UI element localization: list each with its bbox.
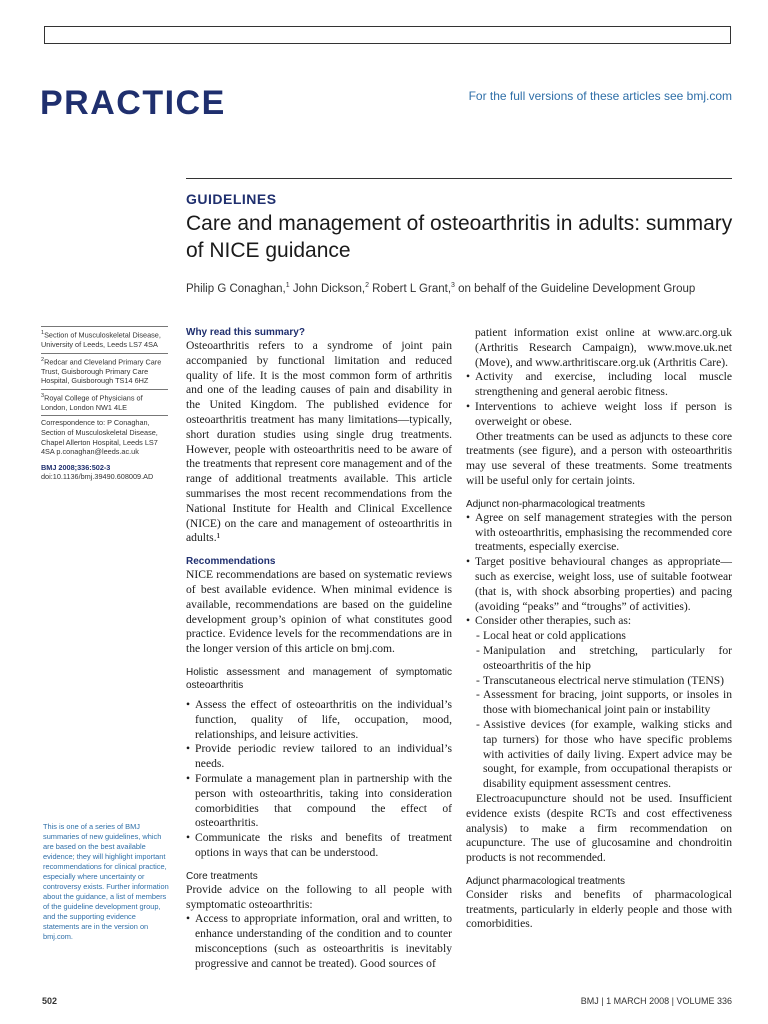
citation-doi[interactable]: doi:10.1136/bmj.39490.608009.AD — [41, 472, 154, 482]
header-banner-box — [44, 26, 731, 44]
why-read-text: Osteoarthritis refers to a syndrome of joint pain accompanied by functional limitation and reduced quality of life. It is the most common form of arthritis and one of the leading causes of pain and disability in the United Kingdom. The published evidence for osteoarthritis treatment has many limitations—typically, short duration studies using single drug treatments. However, people with osteoarthritis need to be aware of the treatments that represent core management and of the range of additional treatments available. This article summarises the most recent recommendations from the National Institute for Health and Clinical Excellence (NICE) on the care and management of osteoarthritis in adults.¹ — [186, 339, 452, 545]
correspondence: Correspondence to: P Conaghan, Section of Musculoskeletal Disease, Chapel Allerton Hospital, Leeds LS7 4SA p.conaghan@leeds.ac.uk — [41, 415, 168, 456]
holistic-list — [186, 698, 452, 861]
citation — [41, 463, 168, 482]
affiliation-mark: 2 — [41, 356, 45, 363]
body-column-left — [186, 326, 452, 971]
list-item: • Agree on self management strategies with the person with osteoarthritis, emphasising the recommended core treatments, especially exercise. — [466, 511, 732, 555]
affiliation — [41, 389, 168, 416]
body-column-right — [466, 326, 732, 932]
author-affiliation-mark: 1 — [285, 282, 290, 289]
article-type-label: GUIDELINES — [186, 191, 277, 207]
why-read-heading: Why read this summary? — [186, 327, 305, 338]
author-name: Robert L Grant, — [368, 282, 452, 295]
section-title: PRACTICE — [40, 84, 226, 122]
full-versions-link[interactable]: For the full versions of these articles see bmj.com — [468, 89, 732, 103]
citation-reference: BMJ 2008;336:502-3 — [41, 462, 111, 472]
adjunct-text: Other treatments can be used as adjuncts to these core treatments (see figure), and a person with osteoarthritis may use several of these treatments. Some treatments will be useful only for certain joints. — [466, 429, 732, 487]
list-item: - Manipulation and stretching, particularly for osteoarthritis of the hip — [475, 644, 732, 674]
list-item: • Consider other therapies, such as: — [466, 614, 732, 629]
pharm-heading: Adjunct pharmacological treatments — [466, 875, 625, 887]
nonpharm-heading: Adjunct non-pharmacological treatments — [466, 498, 645, 510]
author-group: on behalf of the Guideline Development Group — [454, 282, 696, 295]
list-item: • Activity and exercise, including local muscle strengthening and general aerobic fitness. — [466, 370, 732, 400]
therapies-list — [466, 629, 732, 792]
list-item: - Local heat or cold applications — [475, 629, 732, 644]
electroacupuncture-text: Electroacupuncture should not be used. Insufficient evidence exists (despite RCTs and cost effectiveness analysis) to make a firm recommendation on acupuncture. The use of glucosamine and chondroitin products is not recommended. — [466, 791, 732, 865]
core-treatments-list — [186, 912, 452, 971]
list-item: - Assistive devices (for example, walking sticks and tap turners) for those who have specific problems with activities of daily living. Expert advice may be sought, for example, from occupational therapists or disability equipment assessment centres. — [475, 718, 732, 792]
patient-info-text: patient information exist online at www.arc.org.uk (Arthritis Research Campaign), www.move.uk.net (Move), and www.arthritiscare.org.uk (Arthritis Care). — [475, 326, 732, 369]
author-name: John Dickson, — [289, 282, 366, 295]
holistic-heading: Holistic assessment and management of symptomatic osteoarthritis — [186, 666, 452, 691]
author-affiliation-mark: 2 — [365, 282, 369, 289]
core-treatments-heading: Core treatments — [186, 870, 258, 882]
affiliation — [41, 353, 168, 389]
affiliation-text: Section of Musculoskeletal Disease, University of Leeds, Leeds LS7 4SA — [41, 330, 161, 350]
recommendations-text: NICE recommendations are based on systematic reviews of best available evidence. When minimal evidence is available, recommendations are based on the guideline development group’s opinion of what constitutes good practice. Evidence levels for the recommendations are in the longer version of this article on bmj.com. — [186, 568, 452, 656]
list-item: • Target positive behavioural changes as appropriate—such as exercise, weight loss, use of suitable footwear (that is, with shock absorbing properties) and pacing (avoiding “peaks” and “troughs” of activities). — [466, 555, 732, 614]
author-name: Philip G Conaghan, — [186, 282, 286, 295]
author-line — [186, 282, 695, 295]
list-item: • Provide periodic review tailored to an individual’s needs. — [186, 742, 452, 772]
article-title: Care and management of osteoarthritis in adults: summary of NICE guidance — [186, 212, 733, 262]
affiliation — [41, 326, 168, 353]
issue-info: BMJ | 1 MARCH 2008 | VOLUME 336 — [580, 996, 732, 1006]
list-item: • Formulate a management plan in partnership with the person with osteoarthritis, taking into consideration comorbidities that compound the effect of osteoarthritis. — [186, 772, 452, 831]
list-item: - Transcutaneous electrical nerve stimulation (TENS) — [475, 674, 732, 689]
affiliation-mark: 3 — [41, 392, 45, 399]
page-number: 502 — [42, 996, 58, 1006]
header-rule — [186, 178, 732, 179]
core-treatments-list-cont — [466, 370, 732, 429]
sidebar — [41, 326, 168, 482]
pharm-text: Consider risks and benefits of pharmacological treatments, particularly in elderly people and those with comorbidities. — [466, 887, 732, 931]
author-affiliation-mark: 3 — [451, 282, 455, 289]
recommendations-heading: Recommendations — [186, 556, 276, 568]
affiliation-mark: 1 — [41, 330, 45, 336]
series-note: This is one of a series of BMJ summaries of new guidelines, which are based on the best available evidence; they will highlight important recommendations for clinical practice, especially where uncertainty or controversy exists. Further information about the guidance, a list of members of the guideline development group, and the supporting evidence statements are in the version on bmj.com. — [43, 822, 169, 941]
nonpharm-list — [466, 511, 732, 629]
affiliation-text: Redcar and Cleveland Primary Care Trust, Guisborough Primary Care Hospital, Guisborough TS14 6HZ — [41, 357, 162, 386]
core-treatments-intro: Provide advice on the following to all people with symptomatic osteoarthritis: — [186, 882, 452, 911]
list-item: • Assess the effect of osteoarthritis on the individual’s function, quality of life, occupation, mood, relationships, and leisure activities. — [186, 698, 452, 742]
list-item: • Interventions to achieve weight loss if person is overweight or obese. — [466, 400, 732, 430]
list-item: • Access to appropriate information, oral and written, to enhance understanding of the condition and to counter misconceptions (such as osteoarthritis is inevitably progressive and cannot be treated). Good sources of — [186, 912, 452, 971]
affiliation-text: Royal College of Physicians of London, London NW1 4LE — [41, 393, 143, 412]
list-item: • Communicate the risks and benefits of treatment options in ways that can be understood. — [186, 831, 452, 861]
list-item: - Assessment for bracing, joint supports, or insoles in those with biomechanical joint pain or instability — [475, 688, 732, 718]
